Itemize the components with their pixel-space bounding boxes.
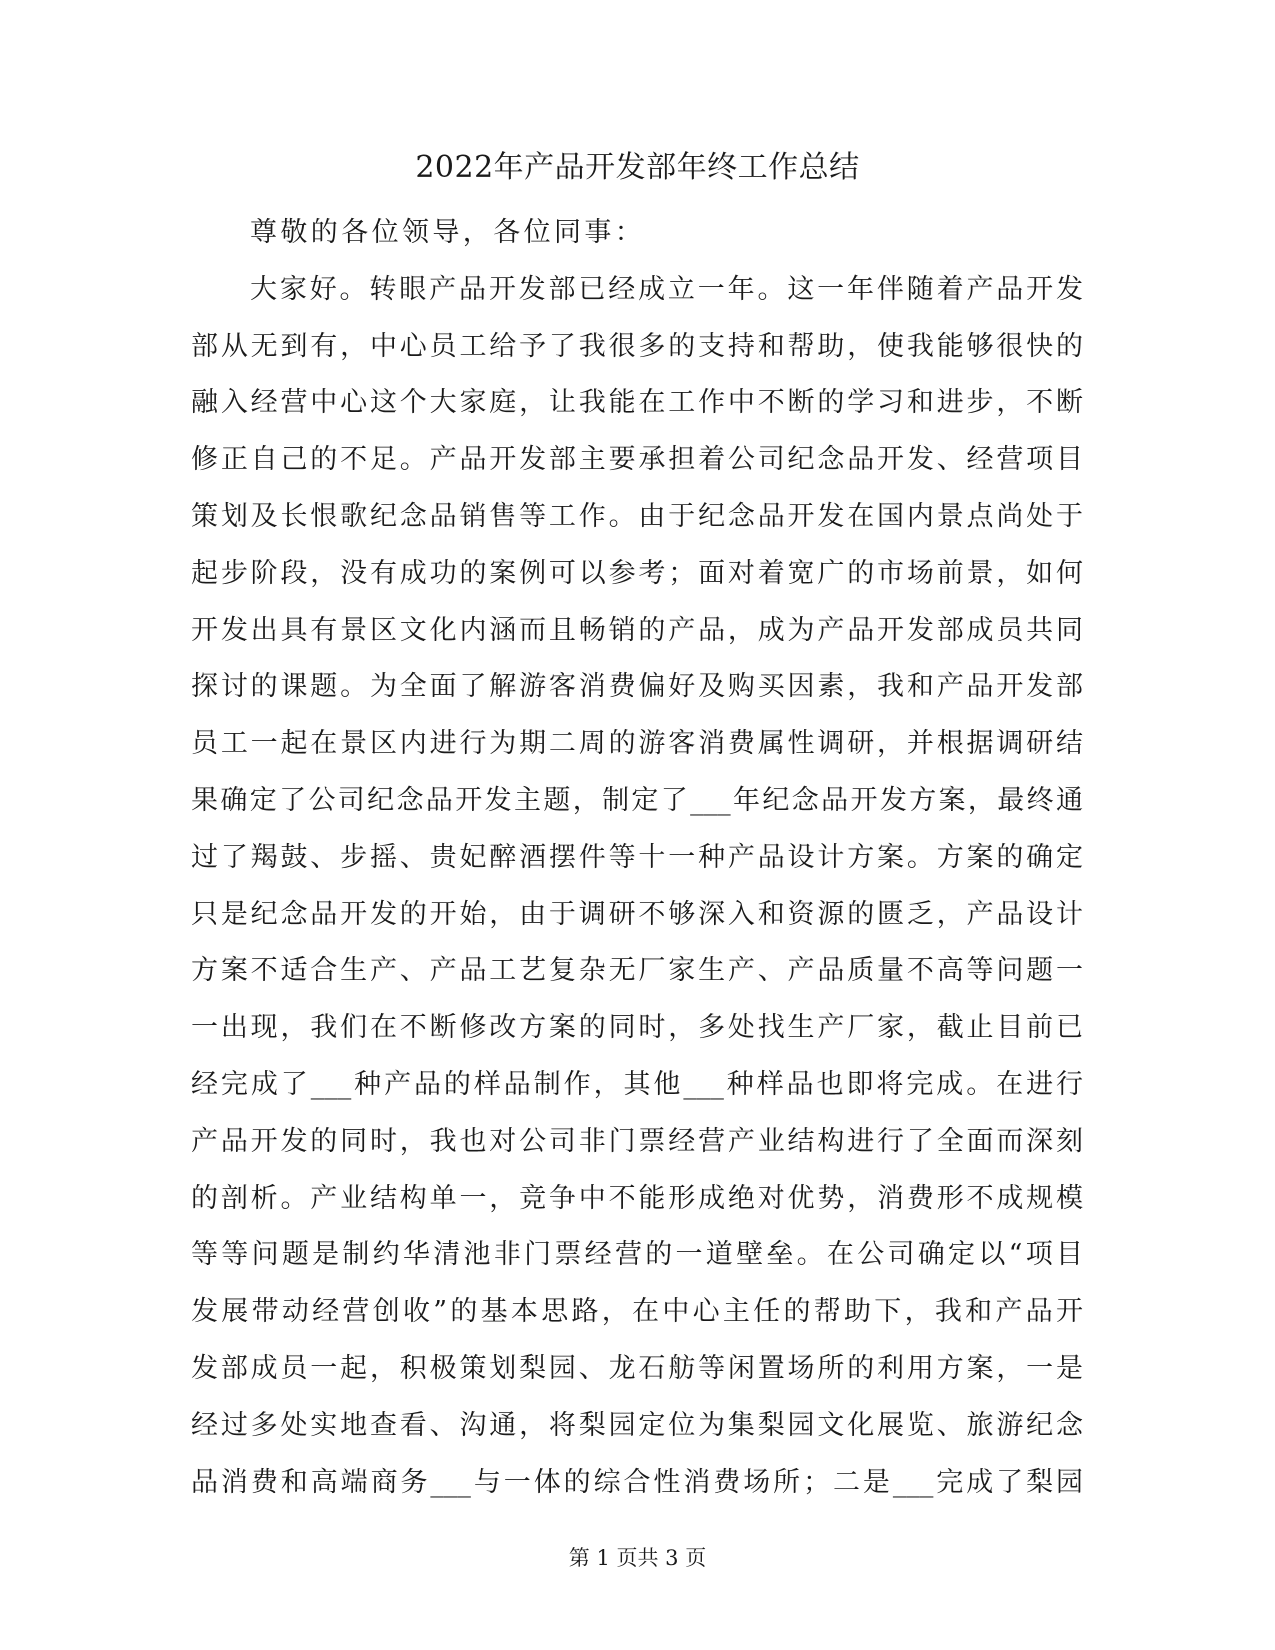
paragraph-line: 产品开发的同时，我也对公司非门票经营产业结构进行了全面而深刻 — [191, 1125, 1083, 1157]
paragraph-line: 发部成员一起，积极策划梨园、龙石舫等闲置场所的利用方案，一是 — [191, 1352, 1083, 1384]
paragraph-line: 大家好。转眼产品开发部已经成立一年。这一年伴随着产品开发 — [250, 273, 1083, 305]
paragraph-line: 等等问题是制约华清池非门票经营的一道壁垒。在公司确定以“项目 — [191, 1239, 1083, 1271]
paragraph-line: 经过多处实地查看、沟通，将梨园定位为集梨园文化展览、旅游纪念 — [191, 1409, 1083, 1441]
paragraph-line: 融入经营中心这个大家庭，让我能在工作中不断的学习和进步，不断 — [191, 387, 1083, 419]
document-title: 2022年产品开发部年终工作总结 — [415, 150, 860, 185]
paragraph-line: 策划及长恨歌纪念品销售等工作。由于纪念品开发在国内景点尚处于 — [191, 500, 1083, 532]
paragraph-line: 经完成了___种产品的样品制作，其他___种样品也即将完成。在进行 — [191, 1068, 1083, 1100]
paragraph-line: 过了羯鼓、步摇、贵妃醉酒摆件等十一种产品设计方案。方案的确定 — [191, 841, 1083, 873]
paragraph-line: 开发出具有景区文化内涵而且畅销的产品，成为产品开发部成员共同 — [191, 614, 1083, 646]
page-number-footer: 第 1 页共 3 页 — [568, 1546, 707, 1570]
paragraph-line: 探讨的课题。为全面了解游客消费偏好及购买因素，我和产品开发部 — [191, 671, 1083, 703]
paragraph-line: 品消费和高端商务___与一体的综合性消费场所；二是___完成了梨园 — [191, 1466, 1083, 1498]
paragraph-line: 果确定了公司纪念品开发主题，制定了___年纪念品开发方案，最终通 — [191, 784, 1083, 816]
paragraph-line: 的剖析。产业结构单一，竞争中不能形成绝对优势，消费形不成规模 — [191, 1182, 1083, 1214]
document-body — [191, 205, 1083, 1511]
paragraph-line: 员工一起在景区内进行为期二周的游客消费属性调研，并根据调研结 — [191, 728, 1083, 760]
paragraph-line: 方案不适合生产、产品工艺复杂无厂家生产、产品质量不高等问题一 — [191, 955, 1083, 987]
paragraph-line: 只是纪念品开发的开始，由于调研不够深入和资源的匮乏，产品设计 — [191, 898, 1083, 930]
paragraph-line: 修正自己的不足。产品开发部主要承担着公司纪念品开发、经营项目 — [191, 444, 1083, 476]
paragraph-line: 部从无到有，中心员工给予了我很多的支持和帮助，使我能够很快的 — [191, 330, 1083, 362]
paragraph-line: 一出现，我们在不断修改方案的同时，多处找生产厂家，截止目前已 — [191, 1012, 1083, 1044]
salutation-line: 尊敬的各位领导，各位同事： — [250, 217, 646, 248]
paragraph-line: 起步阶段，没有成功的案例可以参考；面对着宽广的市场前景，如何 — [191, 557, 1083, 589]
paragraph-line: 发展带动经营创收”的基本思路，在中心主任的帮助下，我和产品开 — [191, 1296, 1083, 1328]
